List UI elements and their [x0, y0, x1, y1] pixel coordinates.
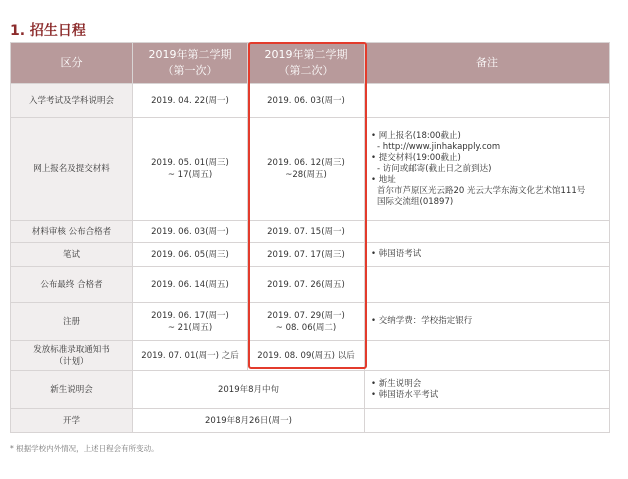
round-one-date: 2019. 06. 17(周一) ~ 21(周五)	[133, 303, 248, 341]
note-submit-documents: • 提交材料(19:00截止)	[371, 152, 461, 163]
header-category: 区分	[11, 43, 133, 84]
table-row	[11, 371, 610, 409]
row-label: 材料审核 公布合格者	[11, 221, 133, 243]
header-round-two-year: 2019年第二学期	[264, 48, 348, 61]
note-cell	[365, 341, 610, 371]
row-label: 新生说明会	[11, 371, 133, 409]
note-cell	[365, 409, 610, 433]
note-exam: • 韩国语考试	[365, 243, 610, 267]
round-one-date: 2019. 06. 03(周一)	[133, 221, 248, 243]
round-two-date: 2019. 06. 03(周一)	[248, 84, 365, 118]
round-one-date: 2019. 04. 22(周一)	[133, 84, 248, 118]
merged-date: 2019年8月26日(周一)	[133, 409, 365, 433]
table-row	[11, 221, 610, 243]
table-row	[11, 409, 610, 433]
round-one-date: 2019. 06. 05(周三)	[133, 243, 248, 267]
footnote: * 根据学校内外情况，上述日程会有所变动。	[10, 444, 159, 453]
table-row	[11, 243, 610, 267]
round-two-date: 2019. 07. 15(周一)	[248, 221, 365, 243]
row-label: 笔试	[11, 243, 133, 267]
round-one-date: 2019. 07. 01(周一) 之后	[133, 341, 248, 371]
note-address-label: • 地址	[371, 174, 396, 185]
header-round-two	[248, 43, 365, 84]
round-two-date: 2019. 07. 29(周一) ~ 08. 06(周二)	[248, 303, 365, 341]
schedule-table	[10, 42, 610, 433]
table-row	[11, 267, 610, 303]
table-row	[11, 341, 610, 371]
header-notes: 备注	[365, 43, 610, 84]
table-row	[11, 303, 610, 341]
round-two-date: 2019. 08. 09(周五) 以后	[248, 341, 365, 371]
note-cell	[365, 221, 610, 243]
note-cell	[365, 84, 610, 118]
round-one-date: 2019. 05. 01(周三) ~ 17(周五)	[133, 118, 248, 221]
round-two-date: 2019. 07. 17(周三)	[248, 243, 365, 267]
row-label: 公布最终 合格者	[11, 267, 133, 303]
merged-date: 2019年8月中旬	[133, 371, 365, 409]
note-submit-method: - 访问或邮寄(截止日之前到达)	[377, 163, 492, 174]
table-row	[11, 118, 610, 221]
row-label: 开学	[11, 409, 133, 433]
note-registration: • 交纳学费：学校指定银行	[365, 303, 610, 341]
round-two-date: 2019. 07. 26(周五)	[248, 267, 365, 303]
row-label: 入学考试及学科说明会	[11, 84, 133, 118]
note-orientation: • 新生说明会 • 韩国语水平考试	[365, 371, 610, 409]
note-office: 国际交流组(01897)	[377, 196, 454, 207]
table-row	[11, 84, 610, 118]
row-label: 发放标准录取通知书 （计划）	[11, 341, 133, 371]
header-round-one-label: （第一次）	[162, 64, 218, 77]
note-application-url: - http://www.jinhakapply.com	[377, 141, 501, 152]
round-one-date: 2019. 06. 14(周五)	[133, 267, 248, 303]
note-online-application: • 网上报名(18:00截止)	[371, 130, 461, 141]
note-cell	[365, 267, 610, 303]
page-title: 1. 招生日程	[10, 23, 86, 39]
header-round-two-label: （第二次）	[278, 64, 334, 77]
note-cell-application	[365, 118, 610, 221]
round-two-date: 2019. 06. 12(周三) ~28(周五)	[248, 118, 365, 221]
header-round-one	[133, 43, 248, 84]
row-label: 网上报名及提交材料	[11, 118, 133, 221]
header-round-one-year: 2019年第二学期	[148, 48, 232, 61]
row-label: 注册	[11, 303, 133, 341]
note-address: 首尔市芦原区光云路20 光云大学东海文化艺术馆111号	[377, 185, 586, 196]
table-header-row	[11, 43, 610, 84]
